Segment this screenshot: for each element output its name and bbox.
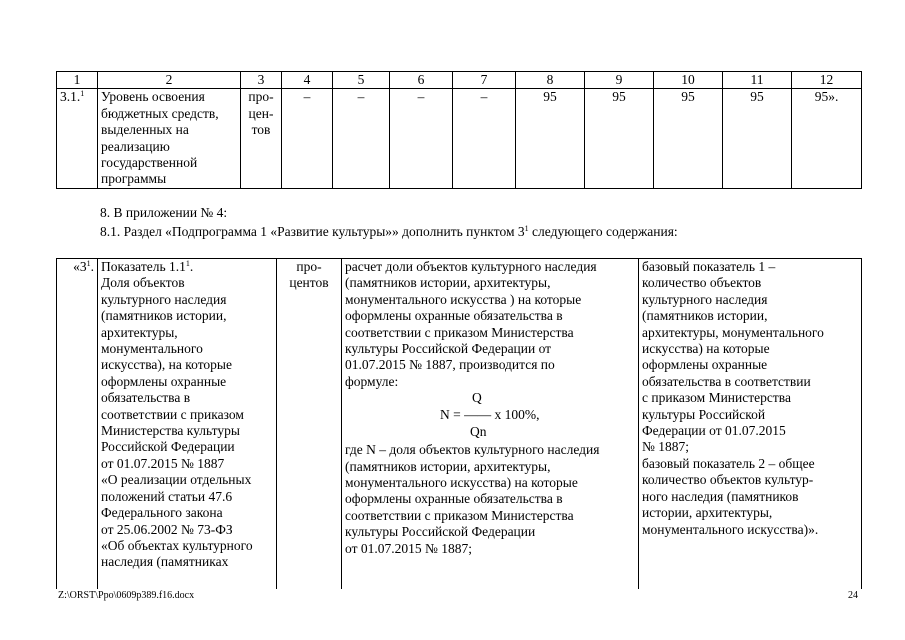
line: расчет доли объектов культурного наследия xyxy=(345,259,597,274)
line: (памятников истории, архитектуры, xyxy=(345,458,551,474)
row-number xyxy=(57,89,98,188)
line: государственной xyxy=(101,155,198,171)
line: от 01.07.2015 № 1887 xyxy=(101,455,225,471)
unit-cell xyxy=(277,259,342,589)
row-number xyxy=(57,259,98,589)
line: монументального искусства ) на которые xyxy=(345,291,582,307)
line: программы xyxy=(101,171,167,187)
indicator-name xyxy=(98,89,241,188)
row-number-sup: 1 xyxy=(80,89,85,99)
line: базовый показатель 1 – xyxy=(642,259,776,274)
paragraph-text: 8.1. Раздел «Подпрограмма 1 «Развитие культуры»» дополнить пунктом 3 xyxy=(100,224,525,239)
footer-page-number: 24 xyxy=(848,590,858,601)
formula-main: N = —— х 100%, xyxy=(440,407,540,423)
indicator-title xyxy=(101,259,273,275)
line: (памятников истории, xyxy=(101,308,227,324)
line: «О реализации отдельных xyxy=(101,472,252,488)
line: оформлены охранные xyxy=(642,357,768,373)
line: культуры Российской Федерации xyxy=(345,524,536,540)
value-cell: 95 xyxy=(654,89,723,188)
line: центов xyxy=(289,275,329,291)
base-indicator-cell xyxy=(639,259,862,589)
line: Министерства культуры xyxy=(101,423,240,439)
table-row xyxy=(57,259,862,589)
indicator-title-text: Показатель 1.1 xyxy=(101,259,186,274)
row-number-sup: 1 xyxy=(86,259,91,268)
line: Федерального закона xyxy=(101,505,223,521)
header-cell: 5 xyxy=(333,72,390,89)
line: от 25.06.2002 № 73-ФЗ xyxy=(101,521,233,537)
line: оформлены охранные обязательства в xyxy=(345,491,563,507)
line: соответствии с приказом Министерства xyxy=(345,324,574,340)
line: архитектуры, xyxy=(101,324,178,340)
value-cell: – xyxy=(282,89,333,188)
formula xyxy=(345,390,635,442)
header-cell: 2 xyxy=(98,72,241,89)
header-cell: 6 xyxy=(390,72,453,89)
header-cell: 9 xyxy=(585,72,654,89)
line: 01.07.2015 № 1887, производится по xyxy=(345,357,555,373)
line: монументального искусства) на которые xyxy=(345,475,578,491)
line: количество объектов xyxy=(642,275,762,291)
line: формуле: xyxy=(345,373,399,389)
calculation-cell xyxy=(342,259,639,589)
row-number-text: «3 xyxy=(73,259,87,274)
formula-denominator: Qn xyxy=(470,424,487,440)
header-cell: 1 xyxy=(57,72,98,89)
paragraph-sup: 1 xyxy=(524,224,529,233)
line: № 1887; xyxy=(642,439,690,455)
header-cell: 10 xyxy=(654,72,723,89)
line: ного наследия (памятников xyxy=(642,488,799,504)
value-cell: 95 xyxy=(585,89,654,188)
line: оформлены охранные xyxy=(101,373,227,389)
line: базовый показатель 2 – общее xyxy=(642,455,815,471)
line: с приказом Министерства xyxy=(642,390,791,406)
header-cell: 7 xyxy=(453,72,516,89)
paragraph-text: следующего содержания: xyxy=(528,224,678,239)
line: Федерации от 01.07.2015 xyxy=(642,423,786,439)
indicator-table-1 xyxy=(56,71,862,189)
line: «Об объектах культурного xyxy=(101,537,253,553)
line: тов xyxy=(251,122,271,138)
line: бюджетных средств, xyxy=(101,105,219,121)
paragraph-8: 8. В приложении № 4: xyxy=(100,205,228,220)
line: реализацию xyxy=(101,138,170,154)
line: культуры Российской Федерации от xyxy=(345,341,552,357)
value-cell: – xyxy=(453,89,516,188)
value-cell: 95». xyxy=(792,89,862,188)
line: оформлены охранные обязательства в xyxy=(345,308,563,324)
line: Уровень освоения xyxy=(101,89,205,105)
line: от 01.07.2015 № 1887; xyxy=(345,540,472,556)
line: культурного наследия xyxy=(101,291,227,307)
header-cell: 8 xyxy=(516,72,585,89)
line: (памятников истории, архитектуры, xyxy=(345,275,551,291)
value-cell: 95 xyxy=(516,89,585,188)
line: количество объектов культур- xyxy=(642,472,814,488)
footer-file-path: Z:\ORST\Ppo\0609p389.f16.docx xyxy=(58,590,195,601)
table-row xyxy=(57,89,862,188)
indicator-cell xyxy=(98,259,277,589)
line: про- xyxy=(296,259,322,274)
formula-numerator: Q xyxy=(472,390,482,406)
row-number-text: 3.1. xyxy=(60,89,81,105)
line: соответствии с приказом Министерства xyxy=(345,507,574,523)
table-header-row xyxy=(57,72,862,89)
value-cell: 95 xyxy=(723,89,792,188)
row-number-text: . xyxy=(90,259,94,274)
line: искусства), на которые xyxy=(101,357,232,373)
line: (памятников истории, xyxy=(642,308,768,324)
line: наследия (памятниках xyxy=(101,554,229,570)
line: выделенных на xyxy=(101,122,189,138)
line: про- xyxy=(248,89,274,105)
header-cell: 11 xyxy=(723,72,792,89)
line: культурного наследия xyxy=(642,291,768,307)
line: обязательства в xyxy=(101,390,191,406)
value-cell: – xyxy=(333,89,390,188)
indicator-title-text: . xyxy=(189,259,194,274)
header-cell: 3 xyxy=(241,72,282,89)
unit-cell xyxy=(241,89,282,188)
line: Доля объектов xyxy=(101,275,185,291)
line: истории, архитектуры, xyxy=(642,505,773,521)
line: положений статьи 47.6 xyxy=(101,488,233,504)
line: где N – доля объектов культурного наследия xyxy=(345,442,600,458)
line: цен- xyxy=(248,105,274,121)
line: искусства) на которые xyxy=(642,341,770,357)
header-cell: 4 xyxy=(282,72,333,89)
line: соответствии с приказом xyxy=(101,406,244,422)
header-cell: 12 xyxy=(792,72,862,89)
line: Российской Федерации xyxy=(101,439,235,455)
line: архитектуры, монументального xyxy=(642,324,824,340)
indicator-sup: 1 xyxy=(185,259,190,268)
value-cell: – xyxy=(390,89,453,188)
line: культуры Российской xyxy=(642,406,766,422)
line: монументального искусства)». xyxy=(642,521,819,537)
line: обязательства в соответствии xyxy=(642,373,811,389)
line: монументального xyxy=(101,341,203,357)
indicator-table-2 xyxy=(56,258,862,589)
paragraph-8-1 xyxy=(100,224,678,240)
